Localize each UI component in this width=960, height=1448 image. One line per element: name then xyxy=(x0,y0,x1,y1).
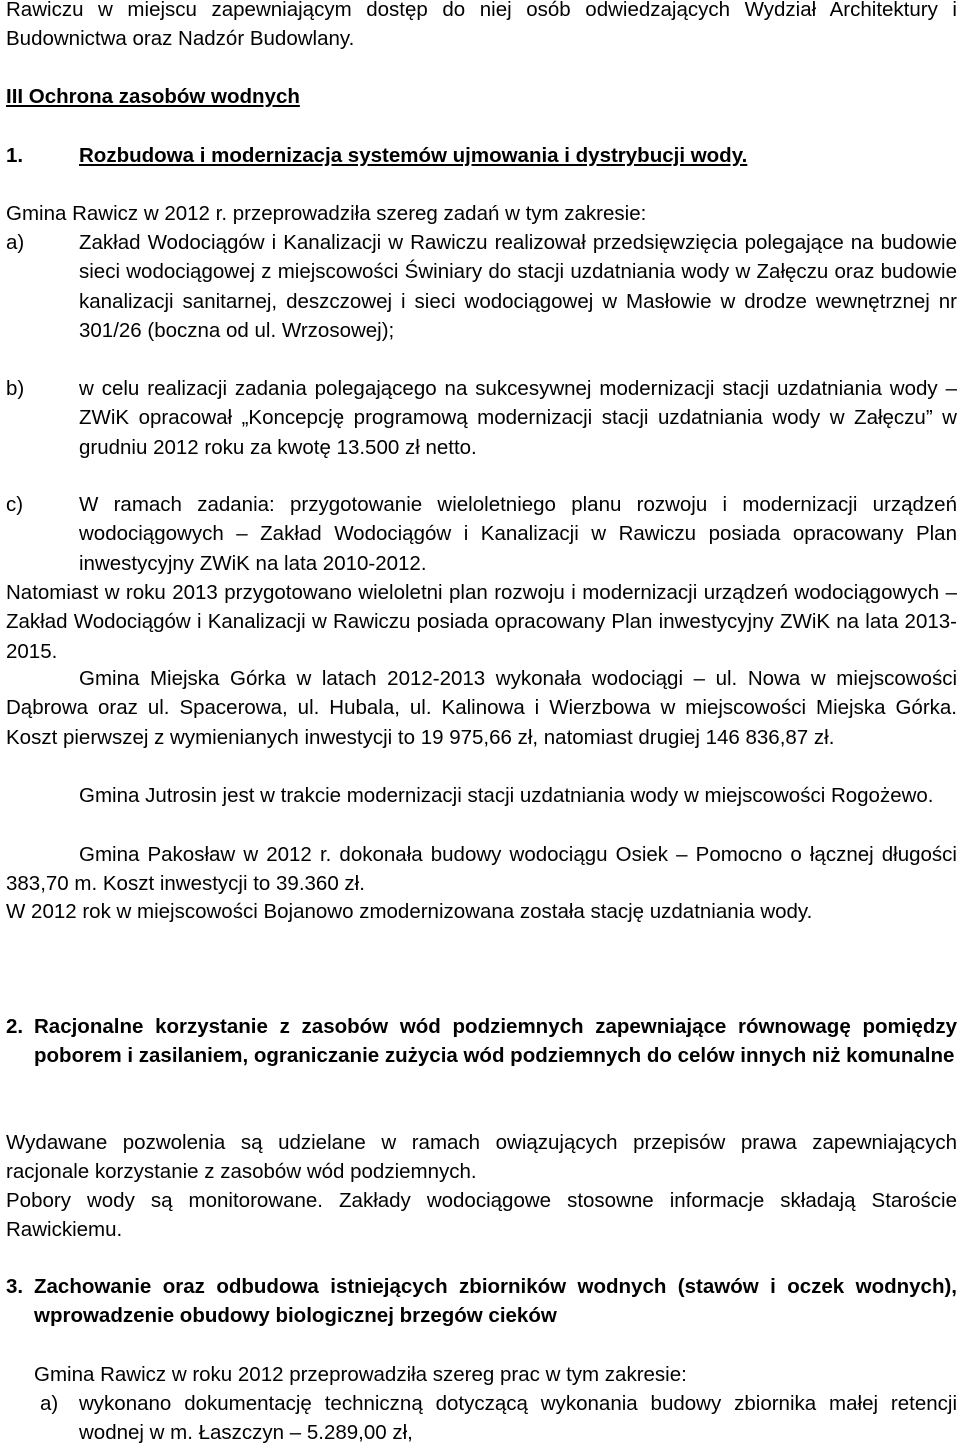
section3-lead: Gmina Rawicz w roku 2012 przeprowadziła szereg prac w tym zakresie: xyxy=(34,1363,687,1386)
section1-item-c-text: W ramach zadania: przygotowanie wieloletniego planu rozwoju i modernizacji urządzeń wodociągowych – Zakład Wodociągów i Kanalizacji w Rawiczu posiada opracowany Plan inwestycyjny ZWiK na lata 2010-2012. xyxy=(79,493,957,575)
section2-paragraph-1: Wydawane pozwolenia są udzielane w ramach owiązujących przepisów prawa zapewniających racjonale korzystanie z zasobów wód podziemnych. xyxy=(6,1131,957,1184)
chapter-heading: III Ochrona zasobów wodnych xyxy=(6,85,300,108)
section2-title: Racjonalne korzystanie z zasobów wód podziemnych zapewniające równowagę pomiędzy poborem i zasilaniem, ograniczanie zużycia wód podziemnych do celów innych niż komunalne xyxy=(34,1015,957,1068)
section1-paragraph-4: Gmina Pakosław w 2012 r. dokonała budowy wodociągu Osiek – Pomocno o łącznej długości 383,70 m. Koszt inwestycji to 39.360 zł. xyxy=(6,843,957,896)
section1-item-c-label: c) xyxy=(6,493,24,516)
section1-item-a-text: Zakład Wodociągów i Kanalizacji w Rawiczu realizował przedsięwzięcia polegające na budowie sieci wodociągowej z miejscowości Świniary do stacji uzdatniania wody w Załęczu oraz budowie kanalizacji sanitarnej, deszczowej i sieci wodociągowej w Masłowie w drodze wewnętrznej nr 301/26 (boczna od ul. Wrzosowej); xyxy=(79,231,957,342)
intro-paragraph: Rawiczu w miejscu zapewniającym dostęp do niej osób odwiedzających Wydział Architektury i Budownictwa oraz Nadzór Budowlany. xyxy=(6,0,957,51)
section1-paragraph-3: Gmina Jutrosin jest w trakcie modernizacji stacji uzdatniania wody w miejscowości Rogożewo. xyxy=(79,784,934,807)
section1-lead: Gmina Rawicz w 2012 r. przeprowadziła szereg zadań w tym zakresie: xyxy=(6,202,647,225)
section3-number: 3. xyxy=(6,1275,24,1298)
section3-title: Zachowanie oraz odbudowa istniejących zbiorników wodnych (stawów i oczek wodnych), wprowadzenie obudowy biologicznej brzegów cieków xyxy=(34,1275,957,1328)
section1-title-text: Rozbudowa i modernizacja systemów ujmowania i dystrybucji wody. xyxy=(79,144,748,167)
section3-item-a-label: a) xyxy=(40,1392,59,1415)
section1-item-a-label: a) xyxy=(6,231,25,254)
section2-number: 2. xyxy=(6,1015,24,1038)
section1-item-b-label: b) xyxy=(6,377,25,400)
section1-paragraph-2: Gmina Miejska Górka w latach 2012-2013 wykonała wodociągi – ul. Nowa w miejscowości Dąbrowa oraz ul. Spacerowa, ul. Hubala, ul. Kalinowa i Wierzbowa w miejscowości Miejska Górka. Koszt pierwszej z wymienianych inwestycji to 19 975,66 zł, natomiast drugiej 146 836,87 zł. xyxy=(6,667,957,749)
section1-paragraph-5: W 2012 rok w miejscowości Bojanowo zmodernizowana została stację uzdatniania wody. xyxy=(6,900,813,923)
section1-item-b-text: w celu realizacji zadania polegającego na sukcesywnej modernizacji stacji uzdatniania wody – ZWiK opracował „Koncepcję programową modernizacji stacji uzdatniania wody w Załęczu” w grudniu 2012 roku za kwotę 13.500 zł netto. xyxy=(79,377,957,459)
section2-paragraph-2: Pobory wody są monitorowane. Zakłady wodociągowe stosowne informacje składają Staroście Rawickiemu. xyxy=(6,1189,957,1242)
section1-paragraph-1: Natomiast w roku 2013 przygotowano wieloletni plan rozwoju i modernizacji urządzeń wodociągowych – Zakład Wodociągów i Kanalizacji w Rawiczu posiada opracowany Plan inwestycyjny ZWiK na lata 2013-2015. xyxy=(6,581,957,663)
section1-title xyxy=(79,141,957,170)
section1-number: 1. xyxy=(6,144,24,167)
section3-item-a-text: wykonano dokumentację techniczną dotyczącą wykonania budowy zbiornika małej retencji wodnej w m. Łaszczyn – 5.289,00 zł, xyxy=(79,1392,957,1445)
